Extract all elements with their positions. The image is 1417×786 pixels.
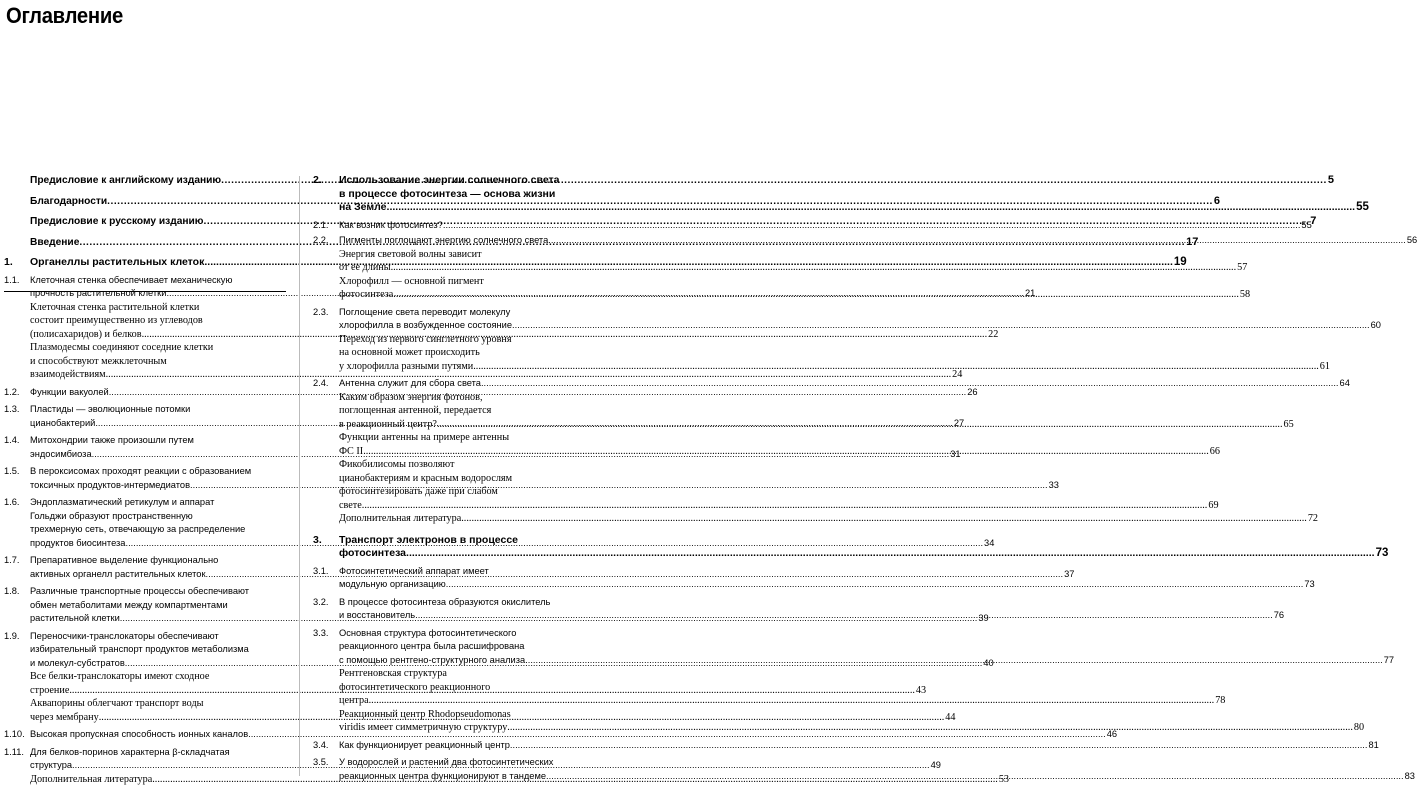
- toc-entry-title-line: Фотосинтетический аппарат имеет: [339, 566, 489, 576]
- toc-entry-page: 65: [1283, 418, 1294, 432]
- toc-entry[interactable]: [313, 512, 597, 526]
- toc-entry-title-line: Функции вакуолей: [30, 386, 109, 400]
- toc-entry-page: 77: [1383, 654, 1394, 668]
- toc-entry[interactable]: [4, 496, 286, 550]
- toc-entry-title-line: В пероксисомах проходят реакции с образованием: [30, 466, 251, 476]
- toc-entry[interactable]: [313, 306, 597, 333]
- toc-entry-number: 1.6.: [4, 496, 30, 510]
- toc-entry-title-line: Дополнительная литература: [30, 773, 152, 786]
- toc-entry-page: 73: [1303, 578, 1314, 592]
- toc-entry-page: 58: [1239, 288, 1250, 302]
- toc-entry-page: 73: [1375, 547, 1389, 561]
- toc-entry-number: 1.3.: [4, 403, 30, 417]
- toc-entry-page: 57: [1236, 261, 1247, 275]
- toc-entry-title-line: Предисловие к английскому изданию: [30, 174, 221, 188]
- toc-entry[interactable]: [4, 670, 286, 697]
- toc-entry[interactable]: [4, 174, 286, 188]
- toc-entry-title-line: структура: [30, 759, 72, 773]
- toc-entry-page: 21: [1024, 287, 1035, 301]
- toc-entry-page: 44: [944, 711, 955, 725]
- toc-entry[interactable]: [4, 215, 286, 229]
- dot-leader: [546, 770, 1404, 784]
- toc-entry-page: 55: [1300, 219, 1311, 233]
- toc-entry-page: 81: [1367, 739, 1378, 753]
- toc-entry[interactable]: [4, 403, 286, 430]
- toc-entry-title-line: фотосинтетического реакционного: [339, 682, 490, 693]
- toc-entry-title-line: на основной может происходить: [339, 347, 480, 358]
- toc-entry[interactable]: [4, 746, 286, 773]
- dot-leader: [369, 694, 1215, 708]
- toc-entry[interactable]: [313, 534, 597, 561]
- toc-entry-title-line: Как возник фотосинтез?: [339, 219, 443, 233]
- toc-entry-number: 3.3.: [313, 627, 339, 641]
- toc-entry-number: 2.3.: [313, 306, 339, 320]
- page-title: Оглавление: [6, 3, 123, 29]
- dot-leader: [473, 360, 1319, 374]
- toc-entry-title-line: Рентгеновская структура: [339, 668, 447, 679]
- toc-entry-page: 69: [1207, 499, 1218, 513]
- toc-entry-title-line: Как функционирует реакционный центр: [339, 739, 510, 753]
- toc-entry-title-line: активных органелл растительных клеток: [30, 568, 206, 582]
- toc-entry[interactable]: [313, 667, 597, 708]
- toc-right-column: [313, 174, 597, 783]
- toc-entry-number: 3.4.: [313, 739, 339, 753]
- dot-leader: [363, 445, 1209, 459]
- toc-entry-page: 27: [953, 417, 964, 431]
- toc-entry[interactable]: [313, 627, 597, 668]
- toc-entry-page: 40: [982, 657, 993, 671]
- toc-entry-page: 6: [1213, 195, 1220, 209]
- toc-entry[interactable]: [4, 386, 286, 400]
- toc-entry-title-line: фотосинтеза: [339, 288, 393, 302]
- toc-entry-title-line: (полисахаридов) и белков: [30, 328, 142, 342]
- toc-entry-title-line: трехмерную сеть, отвечающую за распределение: [30, 524, 245, 534]
- toc-entry[interactable]: [4, 465, 286, 492]
- toc-entry-title-line: Использование энергии солнечного света: [339, 174, 560, 186]
- toc-entry-title-line: в реакционный центр?: [339, 418, 437, 432]
- dot-leader: [443, 219, 1301, 233]
- toc-entry-title-line: Основная структура фотосинтетического: [339, 628, 516, 638]
- dot-leader: [461, 512, 1307, 526]
- toc-entry-title-line: Препаративное выделение функционально: [30, 555, 218, 565]
- toc-entry-page: 39: [977, 612, 988, 626]
- toc-entry-title-line: токсичных продуктов-интермедиатов: [30, 479, 190, 493]
- toc-entry-title-line: Каким образом энергия фотонов,: [339, 392, 483, 403]
- toc-entry-title-line: прочность растительной клетки: [30, 287, 166, 301]
- toc-entry-title-line: У водорослей и растений два фотосинтетических: [339, 757, 553, 767]
- toc-entry-title-line: Переносчики-транслокаторы обеспечивают: [30, 631, 219, 641]
- toc-entry-title-line: центра: [339, 694, 369, 708]
- toc-entry[interactable]: [313, 174, 597, 215]
- toc-entry-page: 56: [1406, 234, 1417, 248]
- dot-leader: [362, 499, 1208, 513]
- toc-entry-title-line: и способствуют межклеточным: [30, 356, 167, 367]
- toc-entry[interactable]: [4, 434, 286, 461]
- toc-entry-title-line: Хлорофилл — основной пигмент: [339, 276, 484, 287]
- toc-entry-title-line: Антенна служит для сбора света: [339, 377, 481, 391]
- toc-entry-title-line: Переход из первого синглетного уровня: [339, 334, 512, 345]
- toc-entry[interactable]: [313, 596, 597, 623]
- toc-entry-number: 1.5.: [4, 465, 30, 479]
- toc-entry-title-line: Органеллы растительных клеток: [30, 256, 204, 270]
- toc-entry-title-line: строение: [30, 684, 69, 698]
- toc-entry-number: 2.4.: [313, 377, 339, 391]
- toc-entry-title-line: Высокая пропускная способность ионных каналов: [30, 728, 248, 742]
- toc-entry-title-line: эндосимбиоза: [30, 448, 92, 462]
- toc-entry[interactable]: [313, 565, 597, 592]
- toc-entry-title-line: Эндоплазматический ретикулум и аппарат: [30, 497, 214, 507]
- chapter1-underline: [4, 291, 286, 292]
- toc-entry-title-line: фотосинтезировать даже при слабом: [339, 486, 498, 497]
- toc-entry-title-line: Фикобилисомы позволяют: [339, 459, 454, 470]
- toc-entry-page: 83: [1404, 770, 1415, 784]
- column-divider: [299, 176, 300, 776]
- toc-entry-page: 26: [966, 386, 977, 400]
- toc-entry-title-line: Пластиды — эволюционные потомки: [30, 404, 190, 414]
- toc-entry[interactable]: [4, 274, 286, 301]
- toc-entry[interactable]: [4, 697, 286, 724]
- toc-entry-number: 1.7.: [4, 554, 30, 568]
- toc-entry-title-line: и молекул-субстратов: [30, 657, 125, 671]
- toc-entry-title-line: Аквапорины облегчают транспорт воды: [30, 698, 203, 709]
- toc-entry-page: 60: [1370, 319, 1381, 333]
- toc-entry-number: 3.2.: [313, 596, 339, 610]
- toc-entry[interactable]: [4, 256, 286, 270]
- toc-entry-page: 61: [1319, 360, 1330, 374]
- dot-leader: [387, 201, 1356, 215]
- toc-entry[interactable]: [4, 773, 286, 786]
- toc-entry-title-line: и восстановитель: [339, 609, 415, 623]
- toc-entry-title-line: продуктов биосинтеза: [30, 537, 125, 551]
- dot-leader: [406, 547, 1375, 561]
- toc-entry-page: 64: [1339, 377, 1350, 391]
- toc-entry-page: 19: [1173, 256, 1187, 270]
- toc-entry-title-line: цианобактерий: [30, 417, 95, 431]
- toc-entry-title-line: Клеточная стенка обеспечивает механическую: [30, 275, 232, 285]
- toc-entry-number: 1.: [4, 256, 30, 270]
- toc-entry-page: 78: [1214, 694, 1225, 708]
- toc-entry[interactable]: [4, 585, 286, 626]
- toc-entry-title-line: Поглощение света переводит молекулу: [339, 307, 510, 317]
- toc-entry-number: 1.9.: [4, 630, 30, 644]
- toc-entry-page: 34: [983, 537, 994, 551]
- toc-entry[interactable]: [4, 630, 286, 671]
- toc-entry[interactable]: [313, 248, 597, 275]
- toc-left-column: [4, 174, 286, 786]
- toc-entry-page: 5: [1327, 174, 1334, 188]
- toc-entry[interactable]: [313, 234, 597, 248]
- toc-entry-title-line: фотосинтеза: [339, 547, 406, 561]
- toc-entry-page: 53: [998, 773, 1009, 786]
- toc-entry-number: 2.: [313, 174, 339, 188]
- toc-entry-number: 1.11.: [4, 746, 30, 760]
- toc-entry-title-line: Пигменты поглощают энергию солнечного света: [339, 234, 548, 248]
- toc-entry-title-line: Гольджи образуют пространственную: [30, 511, 193, 521]
- toc-entry-page: 31: [949, 448, 960, 462]
- toc-entry-title-line: Для белков-поринов характерна β-складчатая: [30, 747, 230, 757]
- dot-leader: [446, 578, 1304, 592]
- toc-entry-page: 80: [1353, 721, 1364, 735]
- toc-entry-title-line: ФС II: [339, 445, 363, 459]
- toc-entry-page: 24: [951, 368, 962, 382]
- toc-entry-page: 66: [1209, 445, 1220, 459]
- dot-leader: [391, 261, 1237, 275]
- toc-entry[interactable]: [313, 431, 597, 458]
- toc-entry-title-line: растительной клетки: [30, 612, 120, 626]
- toc-entry-page: 37: [1063, 568, 1074, 582]
- toc-entry-title-line: Предисловие к русскому изданию: [30, 215, 203, 229]
- toc-entry-title-line: свете: [339, 499, 362, 513]
- toc-entry-number: 2.2.: [313, 234, 339, 248]
- toc-entry-page: 43: [915, 684, 926, 698]
- toc-entry-page: 76: [1273, 609, 1284, 623]
- toc-entry[interactable]: [313, 756, 597, 783]
- dot-leader: [548, 234, 1406, 248]
- toc-entry-title-line: у хлорофилла разными путями: [339, 360, 473, 374]
- toc-entry-number: 3.: [313, 534, 339, 548]
- toc-entry-page: 22: [987, 328, 998, 342]
- toc-entry-title-line: Транспорт электронов в процессе: [339, 534, 518, 546]
- toc-entry-page: 46: [1106, 728, 1117, 742]
- toc-entry-title-line: состоит преимущественно из углеводов: [30, 315, 203, 326]
- toc-entry-number: 1.1.: [4, 274, 30, 288]
- toc-entry-page: 72: [1307, 512, 1318, 526]
- toc-entry-title-line: Благодарности: [30, 195, 107, 209]
- toc-entry-title-line: цианобактериям и красным водорослям: [339, 473, 512, 484]
- dot-leader: [415, 609, 1273, 623]
- toc-entry-page: 55: [1355, 201, 1369, 215]
- toc-entry-page: 17: [1185, 236, 1198, 250]
- toc-entry[interactable]: [4, 236, 286, 250]
- toc-entry-title-line: взаимодействиям: [30, 368, 106, 382]
- toc-entry-title-line: реакционного центра была расшифрована: [339, 641, 524, 651]
- toc-entry-number: 1.4.: [4, 434, 30, 448]
- toc-entry-title-line: от ее длины: [339, 261, 391, 275]
- toc-entry[interactable]: [313, 377, 597, 391]
- toc-entry-title-line: Плазмодесмы соединяют соседние клетки: [30, 342, 213, 353]
- toc-entry-title-line: Введение: [30, 236, 79, 250]
- toc-entry-title-line: Все белки-транслокаторы имеют сходное: [30, 671, 209, 682]
- toc-entry-number: 2.1.: [313, 219, 339, 233]
- dot-leader: [512, 319, 1370, 333]
- toc-entry-title-line: Дополнительная литература: [339, 512, 461, 526]
- toc-entry-title-line: В процессе фотосинтеза образуются окислитель: [339, 597, 550, 607]
- dot-leader: [437, 418, 1283, 432]
- toc-entry-title-line: обмен метаболитами между компартментами: [30, 600, 228, 610]
- toc-entry-title-line: с помощью рентгено-структурного анализа: [339, 654, 525, 668]
- toc-entry[interactable]: [313, 458, 597, 512]
- toc-entry-title-line: Митохондрии также произошли путем: [30, 435, 194, 445]
- toc-entry-page: 7: [1309, 215, 1316, 229]
- dot-leader: [481, 377, 1339, 391]
- toc-entry-title-line: модульную организацию: [339, 578, 446, 592]
- toc-entry-title-line: Функции антенны на примере антенны: [339, 432, 509, 443]
- toc-entry[interactable]: [4, 554, 286, 581]
- toc-entry[interactable]: [313, 333, 597, 374]
- toc-entry[interactable]: [313, 708, 597, 735]
- toc-entry-title-line: Клеточная стенка растительной клетки: [30, 302, 199, 313]
- toc-entry-title-line: на Земле: [339, 201, 387, 215]
- toc-entry-title-line: избирательный транспорт продуктов метаболизма: [30, 644, 249, 654]
- toc-entry-page: 33: [1048, 479, 1059, 493]
- toc-entry[interactable]: [313, 739, 597, 753]
- toc-entry-number: 1.2.: [4, 386, 30, 400]
- toc-entry-page: 49: [930, 759, 941, 773]
- dot-leader: [393, 288, 1239, 302]
- dot-leader: [525, 654, 1383, 668]
- toc-entry-number: 1.10.: [4, 728, 30, 742]
- toc-entry[interactable]: [4, 195, 286, 209]
- dot-leader: [510, 739, 1368, 753]
- toc-entry-title-line: Энергия световой волны зависит: [339, 249, 482, 260]
- toc-entry[interactable]: [313, 219, 597, 233]
- dot-leader: [507, 721, 1353, 735]
- toc-entry-title-line: реакционных центра функционируют в тандеме: [339, 770, 546, 784]
- toc-entry[interactable]: [4, 341, 286, 382]
- toc-entry-title-line: Различные транспортные процессы обеспечивают: [30, 586, 249, 596]
- toc-entry-title-line: хлорофилла в возбужденное состояние: [339, 319, 512, 333]
- toc-entry-number: 1.8.: [4, 585, 30, 599]
- toc-entry[interactable]: [313, 275, 597, 302]
- toc-entry-title-line: Реакционный центр Rhodopseudomonas: [339, 709, 511, 720]
- toc-entry-number: 3.1.: [313, 565, 339, 579]
- toc-entry-title-line: в процессе фотосинтеза — основа жизни: [339, 188, 555, 200]
- toc-entry[interactable]: [313, 391, 597, 432]
- toc-entry[interactable]: [4, 728, 286, 742]
- toc-entry[interactable]: [4, 301, 286, 342]
- toc-entry-number: 3.5.: [313, 756, 339, 770]
- toc-entry-title-line: через мембрану: [30, 711, 99, 725]
- toc-entry-title-line: viridis имеет симметричную структуру: [339, 721, 507, 735]
- toc-entry-title-line: поглощенная антенной, передается: [339, 405, 491, 416]
